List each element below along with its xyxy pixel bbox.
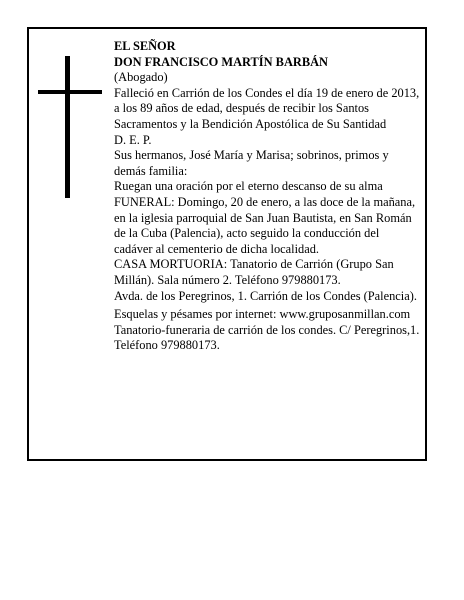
- cross-horizontal-bar: [38, 90, 102, 94]
- deceased-profession: (Abogado): [114, 70, 168, 85]
- family-text: Sus hermanos, José María y Marisa; sobrinos, primos y demás familia:: [114, 148, 389, 178]
- prayer-request: Ruegan una oración por el eterno descanso de su alma: [114, 179, 383, 194]
- address-text: Avda. de los Peregrinos, 1. Carrión de los Condes (Palencia).: [114, 288, 417, 303]
- obituary-text: [114, 39, 420, 354]
- rip-text: D. E. P.: [114, 132, 152, 147]
- deceased-name: DON FRANCISCO MARTÍN BARBÁN: [114, 54, 328, 69]
- cross-icon: [38, 56, 102, 198]
- obituary-title: EL SEÑOR: [114, 39, 176, 53]
- internet-text: Esquelas y pésames por internet: www.gruposanmillan.com: [114, 307, 411, 322]
- cross-vertical-bar: [65, 56, 70, 198]
- tanatorio-text: Tanatorio-funeraria de carrión de los condes. C/ Peregrinos,1. Teléfono 979880173.: [114, 322, 420, 353]
- death-notice: Falleció en Carrión de los Condes el día 19 de enero de 2013, a los 89 años de edad, después de recibir los Santos Sacramentos y la Bendición Apostólica de Su Santidad: [114, 85, 420, 131]
- casa-mortuoria-info: CASA MORTUORIA: Tanatorio de Carrión (Grupo San Millán). Sala número 2. Teléfono 979880173.: [114, 257, 394, 287]
- funeral-info: FUNERAL: Domingo, 20 de enero, a las doce de la mañana, en la iglesia parroquial de San Juan Bautista, en San Román de la Cuba (Palencia), acto seguido la conducción del cadáver al cementerio de dicha localidad.: [114, 194, 416, 256]
